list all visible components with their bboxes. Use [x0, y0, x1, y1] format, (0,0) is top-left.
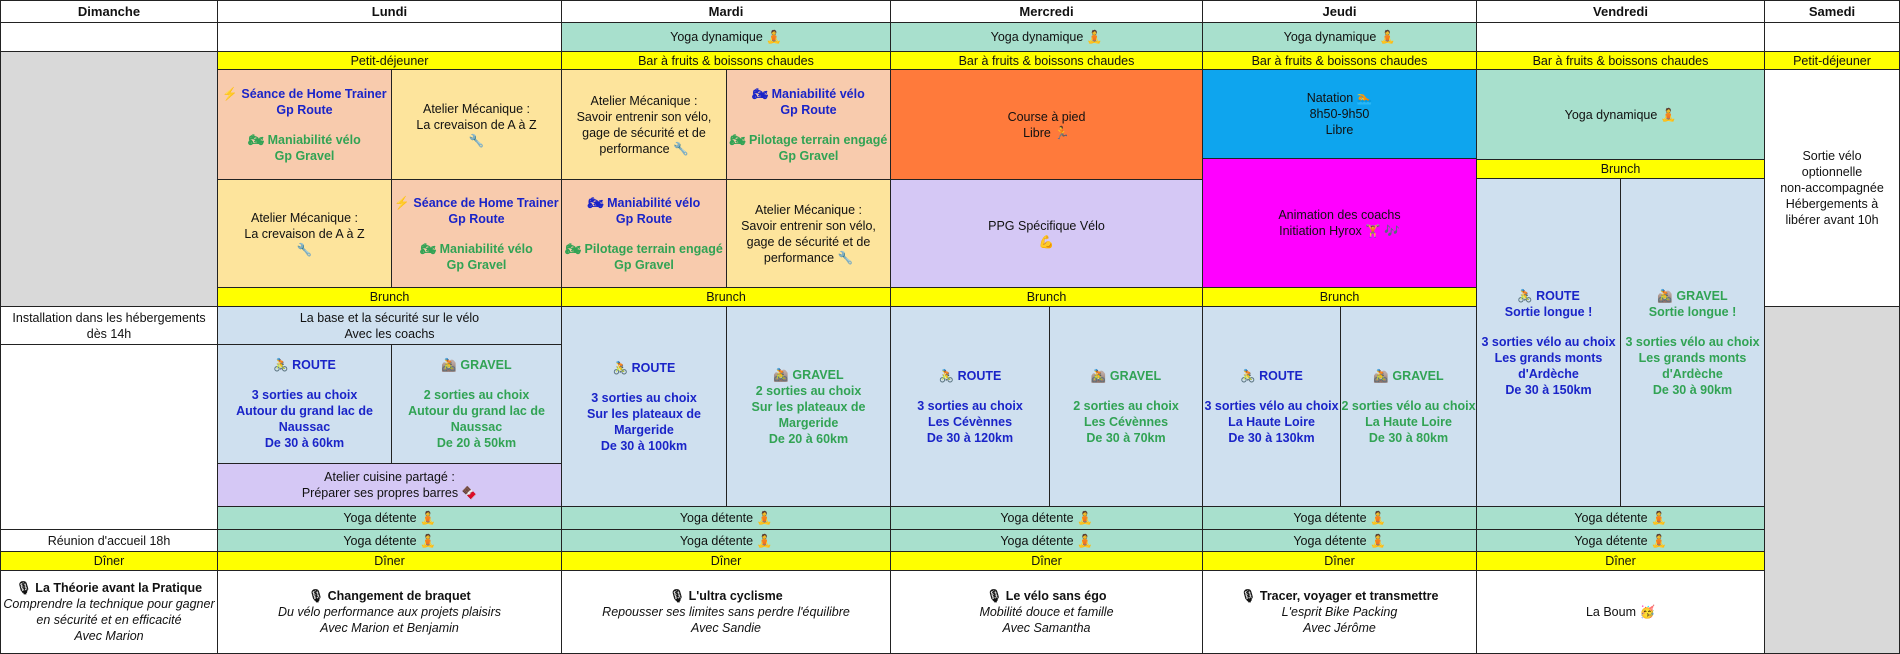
sun-installation: Installation dans les hébergements dès 14h — [0, 306, 218, 345]
tue-gravel-rides: 🚵 GRAVEL 2 sorties au choix Sur les plateaux de Margeride De 20 à 60km — [726, 306, 891, 507]
party-friday: La Boum 🥳 — [1476, 570, 1765, 654]
mon-bike-safety-basics: La base et la sécurité sur le vélo Avec les coachs — [217, 306, 562, 345]
wed-gravel-rides: 🚵 GRAVEL 2 sorties au choix Les Cévènnes De 30 à 70km — [1049, 306, 1203, 507]
tue-handling-session: 🏍 Maniabilité vélo Gp Route 🏍 Pilotage terrain engagé Gp Gravel — [561, 179, 727, 288]
cell-empty — [217, 22, 562, 52]
brunch-wednesday: Brunch — [890, 287, 1203, 307]
header-monday: Lundi — [217, 0, 562, 23]
yoga-detente-monday: Yoga détente 🧘 — [217, 506, 562, 530]
fri-brunch: Brunch — [1476, 159, 1765, 179]
sat-optional-ride: Sortie vélo optionnelle non-accompagnée Hébergements à libérer avant 10h — [1764, 69, 1900, 307]
yoga-detente-friday: Yoga détente 🧘 — [1476, 506, 1765, 530]
diner-wednesday: Dîner — [890, 551, 1203, 571]
mon-route-rides: 🚴 ROUTE 3 sorties au choix Autour du grand lac de Naussac De 30 à 60km — [217, 344, 392, 464]
yoga-detente-wednesday: Yoga détente 🧘 — [890, 506, 1203, 530]
mon-mechanics-workshop: Atelier Mécanique : La crevaison de A à Z 🔧 — [217, 179, 392, 288]
brunch-thursday: Brunch — [1202, 287, 1477, 307]
yoga-detente-thursday: Yoga détente 🧘 — [1202, 529, 1477, 552]
cell-empty — [1476, 22, 1765, 52]
breakfast-thursday: Bar à fruits & boissons chaudes — [1202, 51, 1477, 70]
tue-mechanics-workshop: Atelier Mécanique : Savoir entrenir son vélo, gage de sécurité et de performance 🔧 — [726, 179, 891, 288]
header-sunday: Dimanche — [0, 0, 218, 23]
diner-monday: Dîner — [217, 551, 562, 571]
header-friday: Vendredi — [1476, 0, 1765, 23]
yoga-detente-thursday: Yoga détente 🧘 — [1202, 506, 1477, 530]
cell-empty — [0, 344, 218, 530]
mon-mechanics-workshop: Atelier Mécanique : La crevaison de A à Z 🔧 — [391, 69, 562, 180]
yoga-detente-monday: Yoga détente 🧘 — [217, 529, 562, 552]
breakfast-saturday: Petit-déjeuner — [1764, 51, 1900, 70]
talk-thursday: 🎙 Tracer, voyager et transmettre L'esprit Bike Packing Avec Jérôme — [1202, 570, 1477, 654]
cell-empty — [0, 22, 218, 52]
yoga-detente-tuesday: Yoga détente 🧘 — [561, 506, 891, 530]
thu-hyrox-initiation: Animation des coachs Initiation Hyrox 🏋 🎶 — [1202, 158, 1477, 288]
mon-home-trainer-session: ⚡ Séance de Home Trainer Gp Route 🏍 Maniabilité vélo Gp Gravel — [217, 69, 392, 180]
header-wednesday: Mercredi — [890, 0, 1203, 23]
thu-gravel-rides: 🚵 GRAVEL 2 sorties vélo au choix La Haute Loire De 30 à 80km — [1340, 306, 1477, 507]
brunch-monday: Brunch — [217, 287, 562, 307]
tue-route-rides: 🚴 ROUTE 3 sorties au choix Sur les plateaux de Margeride De 30 à 100km — [561, 306, 727, 507]
breakfast-monday: Petit-déjeuner — [217, 51, 562, 70]
wed-route-rides: 🚴 ROUTE 3 sorties au choix Les Cévènnes De 30 à 120km — [890, 306, 1050, 507]
yoga-detente-wednesday: Yoga détente 🧘 — [890, 529, 1203, 552]
breakfast-tuesday: Bar à fruits & boissons chaudes — [561, 51, 891, 70]
tue-handling-session: 🏍 Maniabilité vélo Gp Route 🏍 Pilotage terrain engagé Gp Gravel — [726, 69, 891, 180]
diner-tuesday: Dîner — [561, 551, 891, 571]
cell-empty — [1764, 22, 1900, 52]
tue-mechanics-workshop: Atelier Mécanique : Savoir entrenir son vélo, gage de sécurité et de performance 🔧 — [561, 69, 727, 180]
talk-sunday: 🎙 La Théorie avant la Pratique Comprendre la technique pour gagner en sécurité et en efficacité Avec Marion — [0, 570, 218, 654]
talk-wednesday: 🎙 Le vélo sans égo Mobilité douce et famille Avec Samantha — [890, 570, 1203, 654]
yoga-detente-tuesday: Yoga détente 🧘 — [561, 529, 891, 552]
fri-gravel-long-ride: 🚵 GRAVEL Sortie longue ! 3 sorties vélo au choix Les grands monts d'Ardèche De 30 à 90km — [1620, 178, 1765, 507]
yoga-dynamique-wednesday: Yoga dynamique 🧘 — [890, 22, 1203, 52]
breakfast-friday: Bar à fruits & boissons chaudes — [1476, 51, 1765, 70]
talk-monday: 🎙 Changement de braquet Du vélo performance aux projets plaisirs Avec Marion et Benjamin — [217, 570, 562, 654]
breakfast-wednesday: Bar à fruits & boissons chaudes — [890, 51, 1203, 70]
header-tuesday: Mardi — [561, 0, 891, 23]
mon-home-trainer-session: ⚡ Séance de Home Trainer Gp Route 🏍 Maniabilité vélo Gp Gravel — [391, 179, 562, 288]
mon-gravel-rides: 🚵 GRAVEL 2 sorties au choix Autour du grand lac de Naussac De 20 à 50km — [391, 344, 562, 464]
fri-route-long-ride: 🚴 ROUTE Sortie longue ! 3 sorties vélo au choix Les grands monts d'Ardèche De 30 à 150km — [1476, 178, 1621, 507]
fri-yoga-dynamique: Yoga dynamique 🧘 — [1476, 69, 1765, 160]
yoga-dynamique-tuesday: Yoga dynamique 🧘 — [561, 22, 891, 52]
sun-welcome-meeting: Réunion d'accueil 18h — [0, 529, 218, 552]
thu-swimming-session: Natation 🏊 8h50-9h50 Libre — [1202, 69, 1477, 159]
yoga-dynamique-thursday: Yoga dynamique 🧘 — [1202, 22, 1477, 52]
talk-tuesday: 🎙 L'ultra cyclisme Repousser ses limites sans perdre l'équilibre Avec Sandie — [561, 570, 891, 654]
header-thursday: Jeudi — [1202, 0, 1477, 23]
sat-afternoon-empty — [1764, 306, 1900, 654]
mon-cooking-workshop: Atelier cuisine partagé : Préparer ses propres barres 🍫 — [217, 463, 562, 507]
thu-route-rides: 🚴 ROUTE 3 sorties vélo au choix La Haute Loire De 30 à 130km — [1202, 306, 1341, 507]
wed-ppg-session: PPG Spécifique Vélo 💪 — [890, 179, 1203, 288]
diner-friday: Dîner — [1476, 551, 1765, 571]
sunday-morning-empty — [0, 51, 218, 307]
wed-running-session: Course à pied Libre 🏃 — [890, 69, 1203, 180]
diner-thursday: Dîner — [1202, 551, 1477, 571]
header-saturday: Samedi — [1764, 0, 1900, 23]
diner-sunday: Dîner — [0, 551, 218, 571]
yoga-detente-friday: Yoga détente 🧘 — [1476, 529, 1765, 552]
brunch-tuesday: Brunch — [561, 287, 891, 307]
